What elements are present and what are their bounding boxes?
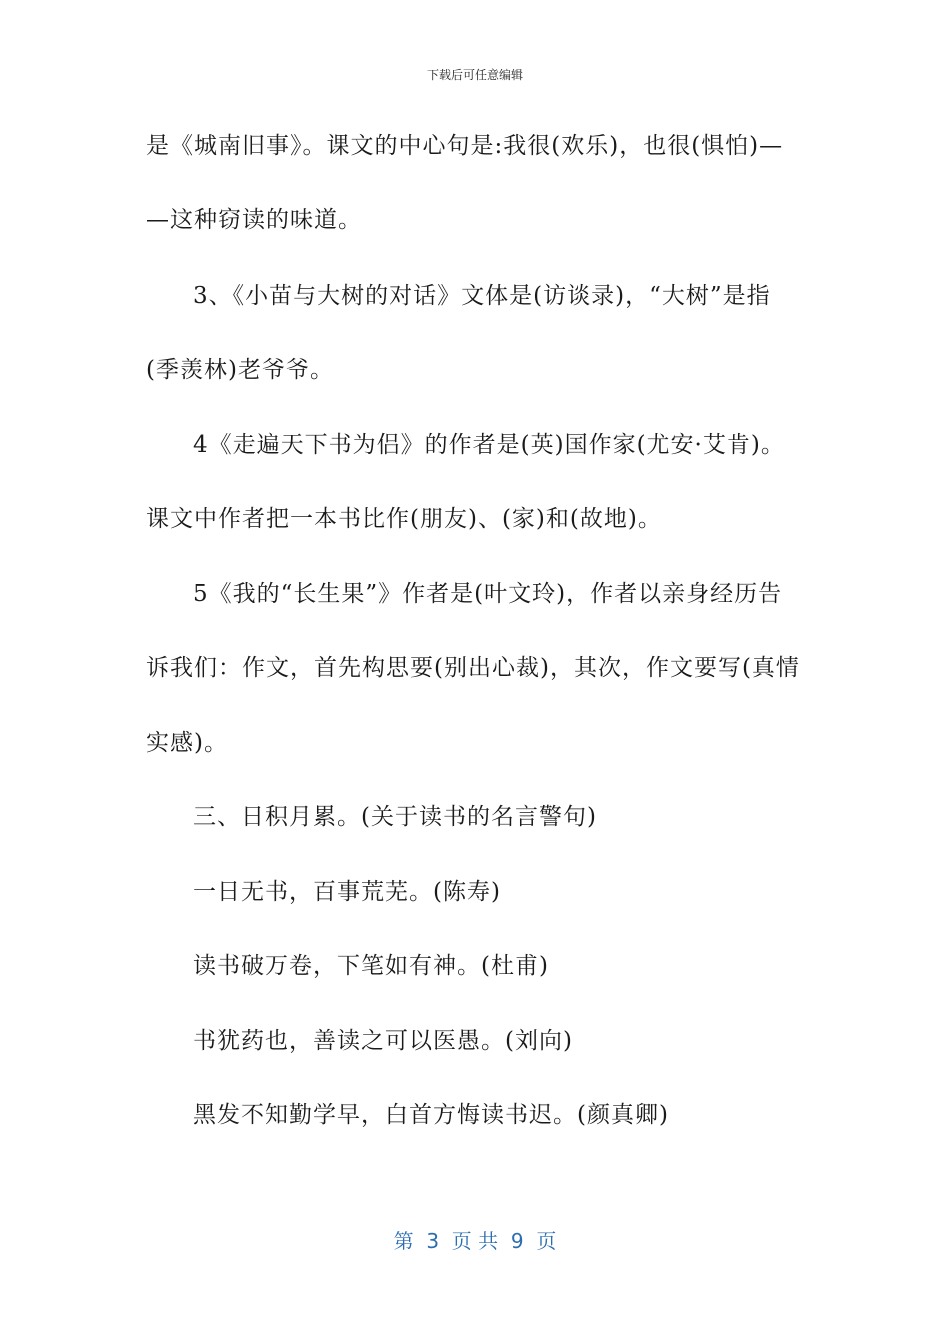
text-line: 实感)。 <box>146 730 228 756</box>
quote-line: 书犹药也，善读之可以医愚。(刘向) <box>193 1028 573 1054</box>
page-header: 下载后可任意编辑 <box>426 68 523 82</box>
quote-line: 黑发不知勤学早，白首方悔读书迟。(颜真卿) <box>193 1102 669 1128</box>
text-line: 5《我的“长生果”》作者是(叶文玲)，作者以亲身经历告 <box>193 581 783 607</box>
text-line: 3、《小苗与大树的对话》文体是(访谈录)，“大树”是指 <box>193 283 771 309</box>
text-line: 是《城南旧事》。课文的中心句是:我很(欢乐)，也很(惧怕)— <box>146 133 784 159</box>
section-heading: 三、日积月累。(关于读书的名言警句) <box>193 804 597 830</box>
page-number-footer: 第 3 页 共 9 页 <box>393 1229 557 1253</box>
text-line: 课文中作者把一本书比作(朋友)、(家)和(故地)。 <box>146 506 662 532</box>
quote-line: 一日无书，百事荒芜。(陈寿) <box>193 879 501 905</box>
quote-line: 读书破万卷，下笔如有神。(杜甫) <box>193 953 549 979</box>
text-line: 4《走遍天下书为侣》的作者是(英)国作家(尤安·艾肯)。 <box>193 432 785 458</box>
text-line: (季羡林)老爷爷。 <box>146 357 334 383</box>
text-line: 诉我们：作文，首先构思要(别出心裁)，其次，作文要写(真情 <box>146 655 800 681</box>
text-line: —这种窃读的味道。 <box>146 207 362 233</box>
